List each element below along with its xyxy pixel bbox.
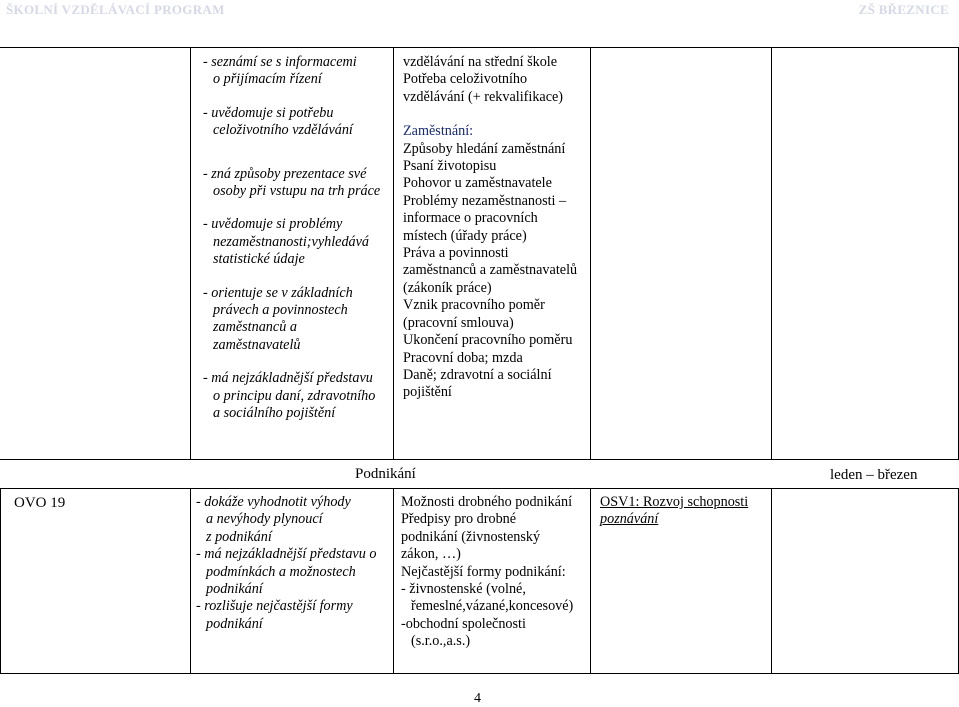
outcome-item: - zná způsoby prezentace své osoby při vstupu na trh práce <box>203 165 381 200</box>
crosscut-theme-link[interactable]: OSV1: Rozvoj schopnosti <box>600 494 749 510</box>
crosscut-theme-link[interactable]: poznávání <box>600 511 659 528</box>
content-line: Nejčastější formy podnikání: <box>401 563 566 580</box>
content-line: Ukončení pracovního poměru <box>403 332 573 349</box>
page-header <box>0 0 959 22</box>
content-line: Daně; zdravotní a sociální <box>403 366 552 383</box>
content-line: Vznik pracovního poměr <box>403 297 545 314</box>
outcome-item: - seznámí se s informacemi o přijímacím řízení <box>203 54 357 88</box>
content-line: řemeslné,vázané,koncesové) <box>411 598 574 615</box>
content-line: Pohovor u zaměstnavatele <box>403 175 552 192</box>
content-heading: Zaměstnání: <box>403 123 474 140</box>
content-line: Možnosti drobného podnikání <box>401 494 573 510</box>
school-name: ZŠ BŘEZNICE <box>858 2 949 17</box>
content-line: vzdělávání (+ rekvalifikace) <box>403 88 564 105</box>
program-title: ŠKOLNÍ VZDĚLÁVACÍ PROGRAM <box>6 2 225 17</box>
content-line: -obchodní společnosti <box>401 615 526 632</box>
content-line: vzdělávání na střední škole <box>403 54 558 70</box>
section-title: Podnikání <box>355 466 416 482</box>
outcome-item: - dokáže vyhodnotit výhody a nevýhody plynoucí z podnikání <box>196 494 351 545</box>
section-period: leden – březen <box>830 467 918 483</box>
outcome-item: - orientuje se v základních právech a povinnostech zaměstnanců a zaměstnavatelů <box>203 284 353 353</box>
content-line: Práva a povinnosti <box>403 245 509 262</box>
outcome-item: - má nejzákladnější představu o principu daní, zdravotního a sociálního pojištění <box>203 370 376 422</box>
outcome-item: - uvědomuje si problémy nezaměstnanosti;vyhledává statistické údaje <box>203 216 370 268</box>
content-line: Způsoby hledání zaměstnání <box>403 140 566 157</box>
content-line: zákon, …) <box>401 546 461 563</box>
crosscut-theme-cell <box>600 494 748 529</box>
content-line: Psaní životopisu <box>403 158 497 175</box>
content-line: podnikání (živnostenský <box>401 528 541 545</box>
content-line: Předpisy pro drobné <box>401 511 517 528</box>
content-line: Pracovní doba; mzda <box>403 349 523 366</box>
content-line: pojištění <box>403 384 452 401</box>
content-line: (s.r.o.,a.s.) <box>411 633 471 650</box>
outcome-item: - má nejzákladnější představu o podmínkách a možnostech podnikání <box>196 546 377 598</box>
content-line: informace o pracovních <box>403 210 538 227</box>
outcome-item: - rozlišuje nejčastější formy podnikání <box>196 598 353 632</box>
page-number: 4 <box>474 691 481 706</box>
content-line: - živnostenské (volné, <box>401 581 526 598</box>
content-line: (zákoník práce) <box>403 279 492 296</box>
top-content-cell <box>403 54 577 402</box>
outcome-code: OVO 19 <box>14 495 66 511</box>
content-line: Problémy nezaměstnanosti – <box>403 192 567 209</box>
top-outcomes-cell <box>203 54 380 423</box>
content-line: zaměstnanců a zaměstnavatelů <box>403 262 578 279</box>
bottom-content-cell <box>401 494 573 651</box>
content-line: místech (úřady práce) <box>403 227 527 244</box>
content-line: Potřeba celoživotního <box>403 71 528 88</box>
outcome-item: - uvědomuje si potřebu celoživotního vzdělávání <box>203 104 353 139</box>
bottom-outcomes-cell <box>196 494 376 633</box>
content-line: (pracovní smlouva) <box>403 314 514 331</box>
